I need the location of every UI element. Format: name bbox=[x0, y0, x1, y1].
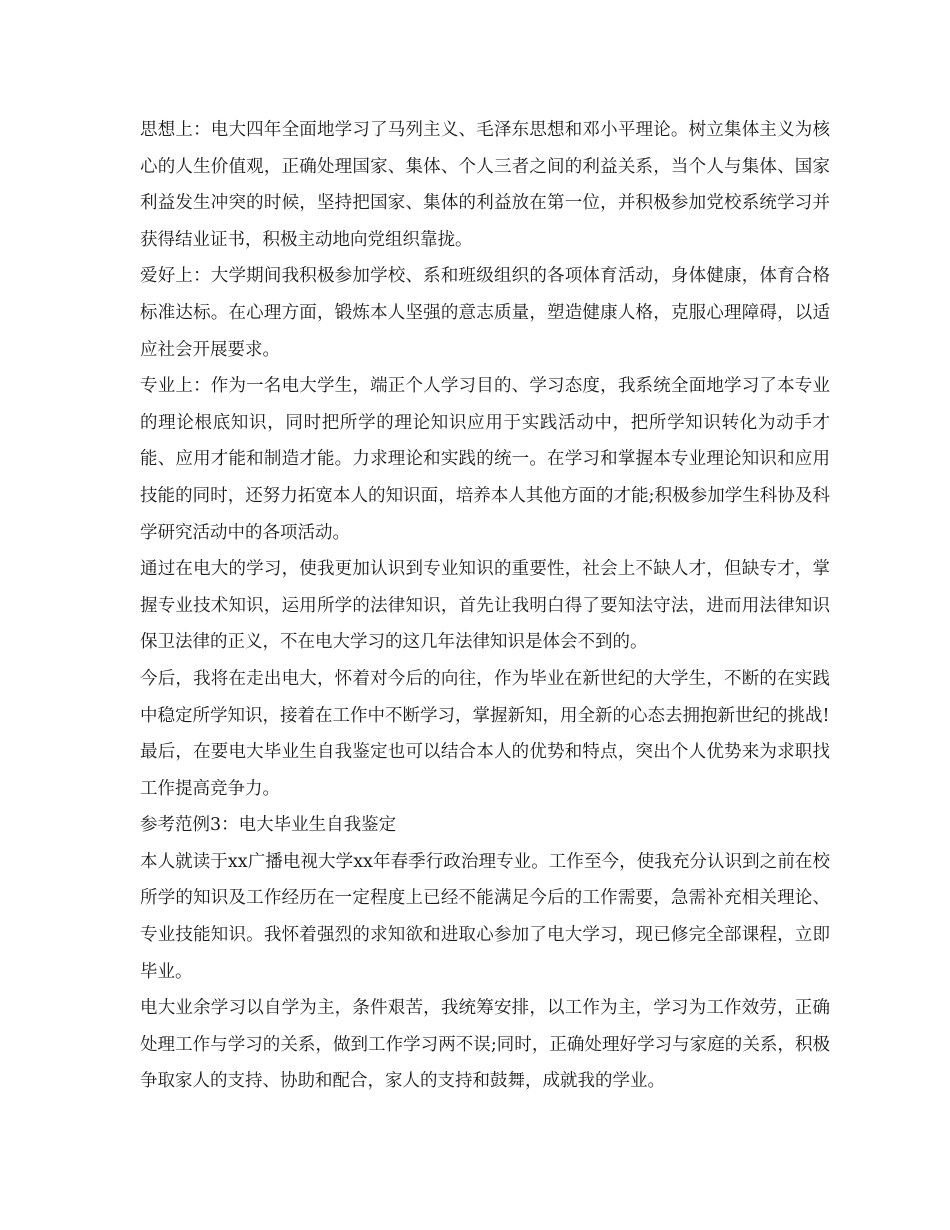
paragraph-conclusion: 最后，在要电大毕业生自我鉴定也可以结合本人的优势和特点，突出个人优势来为求职找工作提高竞争力。 bbox=[140, 742, 830, 799]
paragraph-major: 专业上：作为一名电大学生，端正个人学习目的、学习态度，我系统全面地学习了本专业的理论根底知识，同时把所学的理论知识应用于实践活动中，把所学知识转化为动手才能、应用才能和制造才能。力求理论和实践的统一。在学习和掌握本专业理论知识和应用技能的同时，还努力拓宽本人的知识面，培养本人其他方面的才能;积极参加学生科协及科学研究活动中的各项活动。 bbox=[140, 376, 830, 543]
paragraph-enrollment: 本人就读于xx广播电视大学xx年春季行政治理专业。工作至今，使我充分认识到之前在校所学的知识及工作经历在一定程度上已经不能满足今后的工作需要，急需补充相关理论、专业技能知识。我怀着强烈的求知欲和进取心参加了电大学习，现已修完全部课程，立即毕业。 bbox=[140, 851, 830, 982]
document-body bbox=[140, 112, 830, 1100]
paragraph-study-balance: 电大业余学习以自学为主，条件艰苦，我统筹安排，以工作为主，学习为工作效劳，正确处理工作与学习的关系，做到工作学习两不误;同时，正确处理好学习与家庭的关系，积极争取家人的支持、协助和配合，家人的支持和鼓舞，成就我的学业。 bbox=[140, 998, 830, 1092]
paragraph-future: 今后，我将在走出电大，怀着对今后的向往，作为毕业在新世纪的大学生，不断的在实践中稳定所学知识，接着在工作中不断学习，掌握新知，用全新的心态去拥抱新世纪的挑战! bbox=[140, 668, 830, 726]
section-heading-example-3: 参考范例3：电大毕业生自我鉴定 bbox=[140, 815, 397, 836]
paragraph-ideology: 思想上：电大四年全面地学习了马列主义、毛泽东思想和邓小平理论。树立集体主义为核心的人生价值观，正确处理国家、集体、个人三者之间的利益关系，当个人与集体、国家利益发生冲突的时候，坚持把国家、集体的利益放在第一位，并积极参加党校系统学习并获得结业证书，积极主动地向党组织靠拢。 bbox=[140, 120, 830, 250]
paragraph-hobbies: 爱好上：大学期间我积极参加学校、系和班级组织的各项体育活动，身体健康，体育合格标准达标。在心理方面，锻炼本人坚强的意志质量，塑造健康人格，克服心理障碍，以适应社会开展要求。 bbox=[140, 266, 830, 360]
paragraph-learning-reflection: 通过在电大的学习，使我更加认识到专业知识的重要性，社会上不缺人才，但缺专才，掌握专业技术知识，运用所学的法律知识，首先让我明白得了要知法守法，进而用法律知识保卫法律的正义，不在电大学习的这几年法律知识是体会不到的。 bbox=[140, 559, 830, 653]
